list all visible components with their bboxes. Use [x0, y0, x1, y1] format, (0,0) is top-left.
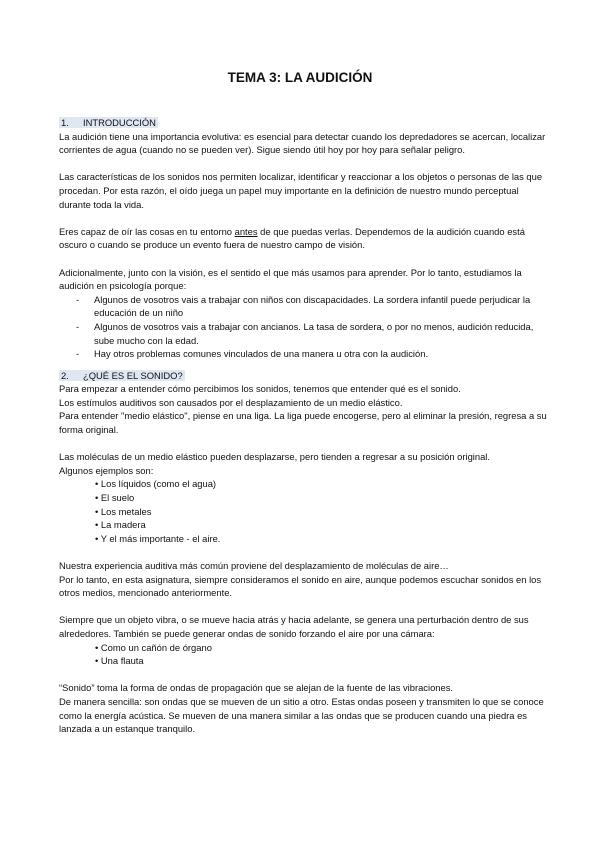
- paragraph-ejemplos: Algunos ejemplos son:: [59, 464, 154, 476]
- list-item: - Hay otros problemas comunes vinculados de una manera u otra con la audición.: [59, 347, 549, 361]
- paragraph-adicionalmente: Adicionalmente, junto con la visión, es el sentido el que más usamos para aprender. Por lo tanto, estudiamos la audición en psicología porque:: [59, 266, 522, 292]
- paragraph-entorno: Eres capaz de oír las cosas en tu entorno antes de que puedas verlas. Dependemos de la audición cuando está oscuro o cuando se produce un evento fuera de nuestro campo de visión.: [59, 225, 525, 251]
- paragraph-estimulos: Los estímulos auditivos son causados por el desplazamiento de un medio elástico.: [59, 396, 403, 408]
- paragraph-entender-sonido: Para empezar a entender cómo percibimos los sonidos, tenemos que entender qué es el sonido.: [59, 383, 461, 395]
- document-title: TEMA 3: LA AUDICIÓN: [227, 70, 373, 85]
- list-item: • Como un cañón de órgano: [95, 641, 549, 655]
- paragraph-moleculas: Las moléculas de un medio elástico pueden desplazarse, pero tienden a regresar a su posición original.: [59, 451, 490, 463]
- list-item: • La madera: [95, 518, 549, 532]
- paragraph-vibra: Siempre que un objeto vibra, o se mueve hacia atrás y hacia adelante, se genera una perturbación dentro de sus alrededores. También se puede generar ondas de sonido forzando el aire por una cámara:: [59, 614, 529, 639]
- list-item: - Algunos de vosotros vais a trabajar con niños con discapacidades. La sordera infantil puede perjudicar la educación de un niño: [59, 293, 549, 320]
- paragraph-manera-sencilla: De manera sencilla: son ondas que se mueven de un sitio a otro. Estas ondas poseen y transmiten lo que se conoce como la energía acústica. Se mueven de una manera similar a las ondas que se producen cuando una piedra es lanzada a un estanque tranquilo.: [59, 695, 544, 735]
- list-item: • El suelo: [95, 491, 549, 505]
- underlined-word: antes: [234, 225, 258, 237]
- paragraph-experiencia: Nuestra experiencia auditiva más común proviene del desplazamiento de moléculas de aire…: [59, 560, 449, 571]
- instruments-list: [59, 641, 549, 668]
- list-item: • Y el más importante - el aire.: [95, 532, 549, 546]
- document-body: [59, 116, 549, 736]
- reasons-list: [59, 293, 549, 361]
- paragraph-sonido-ondas: “Sonido” toma la forma de ondas de propagación que se alejan de la fuente de las vibraciones.: [59, 682, 454, 694]
- section-heading-introduccion: 1. INTRODUCCIÓN: [61, 117, 156, 128]
- list-item: • Los líquidos (como el agua): [95, 477, 549, 491]
- list-item: • Una flauta: [95, 654, 549, 668]
- paragraph-asignatura: Por lo tanto, en esta asignatura, siempre consideramos el sonido en aire, aunque podemos escuchar sonidos en los otros medios, mencionado anteriormente.: [59, 573, 542, 599]
- paragraph-importancia-evolutiva: La audición tiene una importancia evolutiva: es esencial para detectar cuando los depredadores se acercan, localizar corrientes de agua (cuando no se pueden ver). Sigue siendo útil hoy por hoy para señalar peligro.: [59, 130, 546, 156]
- list-item: • Los metales: [95, 505, 549, 519]
- paragraph-medio-elastico: Para entender "medio elástico", piense en una liga. La liga puede encogerse, pero al eliminar la presión, regresa a su forma original.: [59, 410, 547, 436]
- examples-list: [59, 477, 549, 545]
- list-item: - Algunos de vosotros vais a trabajar con ancianos. La tasa de sordera, o por no menos, audición reducida, sube mucho con la edad.: [59, 320, 549, 347]
- section-heading-que-es-el-sonido: 2. ¿QUÉ ES EL SONIDO?: [61, 369, 183, 381]
- paragraph-caracteristicas: Las características de los sonidos nos permiten localizar, identificar y reaccionar a los objetos o personas de las que procedan. Por esta razón, el oído juega un papel muy importante en la definición de nuestro mundo perceptual durante toda la vida.: [59, 171, 543, 210]
